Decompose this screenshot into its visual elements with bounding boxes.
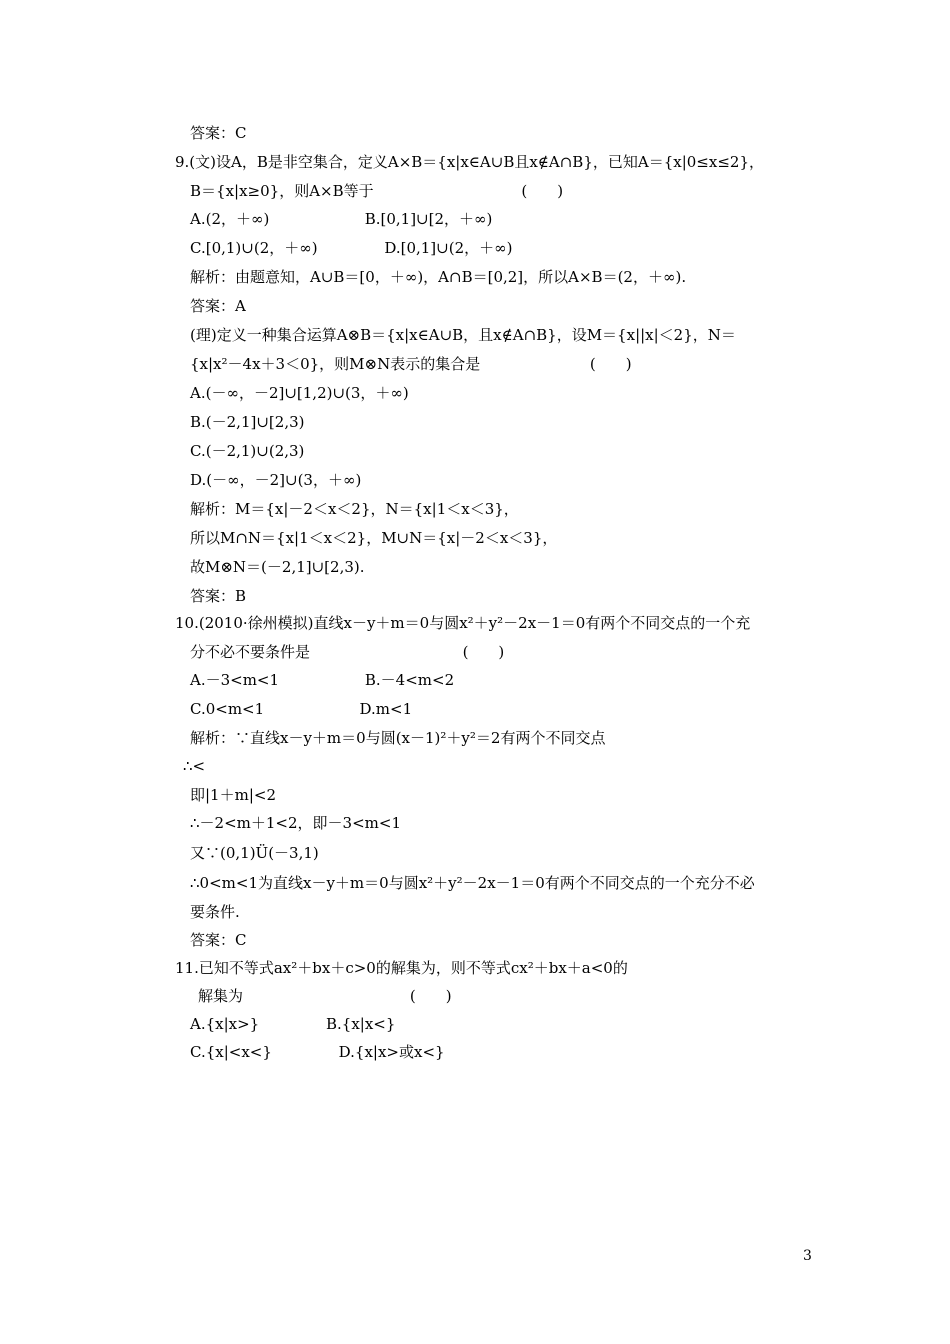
text-line: D.(－∞，－2]∪(3，＋∞)	[190, 471, 362, 489]
text-line: 11.已知不等式ax²＋bx＋c>0的解集为，则不等式cx²＋bx＋a<0的	[175, 959, 628, 977]
text-line: C.[0,1)∪(2，＋∞) D.[0,1]∪(2，＋∞)	[190, 239, 513, 257]
text-line: 故M⊗N＝(－2,1]∪[2,3).	[190, 558, 365, 576]
text-line: 要条件.	[190, 903, 240, 921]
text-line: 所以M∩N＝{x|1＜x＜2}，M∪N＝{x|－2＜x＜3}，	[190, 529, 558, 547]
text-line: 解集为 ( )	[198, 987, 452, 1005]
text-line: C.{x|<x<} D.{x|x>或x<}	[190, 1043, 445, 1061]
text-line: ∴<	[183, 757, 206, 775]
text-line: {x|x²－4x＋3＜0}，则M⊗N表示的集合是 ( )	[190, 355, 632, 373]
text-line: 答案：C	[190, 124, 247, 142]
text-line: 解析：M＝{x|－2＜x＜2}，N＝{x|1＜x＜3}，	[190, 500, 519, 518]
text-line: ∴－2<m＋1<2，即－3<m<1	[190, 814, 401, 832]
text-line: C.0<m<1 D.m<1	[190, 700, 413, 718]
text-line: B.(－2,1]∪[2,3)	[190, 413, 305, 431]
text-line: 分不必不要条件是 ( )	[190, 643, 505, 661]
text-line: 即|1＋m|<2	[190, 786, 276, 804]
text-line: 解析：由题意知，A∪B＝[0，＋∞)，A∩B＝[0,2]，所以A×B＝(2，＋∞).	[190, 268, 687, 286]
text-line: A.(2，＋∞) B.[0,1]∪[2，＋∞)	[190, 210, 493, 228]
text-line: 答案：C	[190, 931, 247, 949]
text-line: 10.(2010·徐州模拟)直线x－y＋m＝0与圆x²＋y²－2x－1＝0有两个不同交点的一个充	[175, 614, 751, 632]
text-line: (理)定义一种集合运算A⊗B＝{x|x∈A∪B，且x∉A∩B}，设M＝{x||x|＜2}，N＝	[190, 326, 736, 344]
text-line: 答案：B	[190, 587, 247, 605]
text-line: C.(－2,1)∪(2,3)	[190, 442, 305, 460]
page-number: 3	[803, 1248, 812, 1264]
text-line: A.{x|x>} B.{x|x<}	[190, 1015, 396, 1033]
text-line: 9.(文)设A，B是非空集合，定义A×B＝{x|x∈A∪B且x∉A∩B}，已知A＝{x|0≤x≤2}，	[175, 153, 764, 171]
text-line: 答案：A	[190, 297, 246, 315]
text-line: 解析：∵直线x－y＋m＝0与圆(x－1)²＋y²＝2有两个不同交点	[190, 729, 606, 747]
text-line: 又∵(0,1)Ü(－3,1)	[190, 844, 319, 862]
text-line: A.－3<m<1 B.－4<m<2	[190, 671, 455, 689]
text-line: A.(－∞，－2]∪[1,2)∪(3，＋∞)	[190, 384, 409, 402]
text-line: ∴0<m<1为直线x－y＋m＝0与圆x²＋y²－2x－1＝0有两个不同交点的一个充分不必	[190, 874, 755, 892]
text-line: B＝{x|x≥0}，则A×B等于 ( )	[190, 182, 564, 200]
